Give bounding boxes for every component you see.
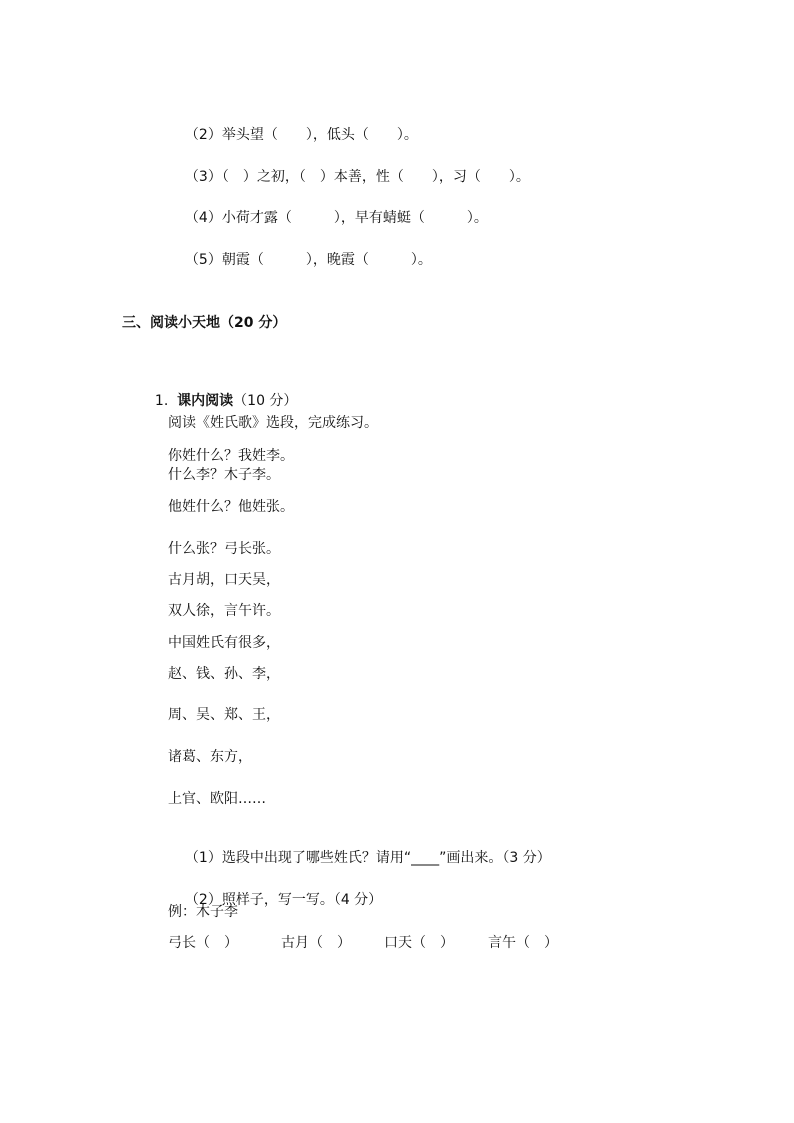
poem-line: 什么张？弓长张。 xyxy=(168,541,280,557)
item-text: （ ）之初，（ ）本善，性（ ），习（ ）。 xyxy=(221,169,530,185)
reading-score: （10 分） xyxy=(233,393,298,409)
item-text: 举头望（ ），低头（ ）。 xyxy=(221,127,418,143)
example-label: 例：木子李 xyxy=(168,904,238,920)
item-text: 小荷才露（ ），早有蜻蜓（ ）。 xyxy=(221,210,488,226)
question-number: （2） xyxy=(184,892,222,908)
question-text: 照样子，写一写。（4 分） xyxy=(221,892,383,908)
item-number: （4） xyxy=(184,210,222,226)
poem-line: 什么李？木子李。 xyxy=(168,467,280,483)
question-1 xyxy=(176,831,551,867)
question-text: 选段中出现了哪些姓氏？请用“____”画出来。（3 分） xyxy=(221,850,551,866)
question-number: （1） xyxy=(184,850,222,866)
example-item: 古月（ ） xyxy=(281,935,351,951)
example-item: 言午（ ） xyxy=(488,935,558,951)
poem-line: 诸葛、东方， xyxy=(168,749,252,765)
reading-instruction: 阅读《姓氏歌》选段，完成练习。 xyxy=(168,415,378,431)
item-number: （2） xyxy=(184,127,222,143)
reading-title: 课内阅读 xyxy=(177,393,234,409)
fill-blank-2 xyxy=(176,108,418,144)
fill-blank-5 xyxy=(176,233,432,269)
poem-line: 周、吴、郑、王， xyxy=(168,707,280,723)
poem-line: 你姓什么？我姓李。 xyxy=(168,448,294,464)
item-number: （3） xyxy=(184,169,222,185)
example-item: 弓长（ ） xyxy=(168,935,238,951)
poem-line: 中国姓氏有很多， xyxy=(168,635,280,651)
fill-blank-3 xyxy=(176,150,530,186)
item-text: 朝霞（ ），晚霞（ ）。 xyxy=(221,252,432,268)
poem-line: 上官、欧阳…… xyxy=(168,791,266,807)
poem-line: 赵、钱、孙、李， xyxy=(168,666,280,682)
item-number: （5） xyxy=(184,252,222,268)
section-heading: 三、阅读小天地（20 分） xyxy=(122,315,287,331)
poem-line: 他姓什么？他姓张。 xyxy=(168,499,294,515)
poem-line: 双人徐，言午许。 xyxy=(168,603,280,619)
poem-line: 古月胡，口天吴， xyxy=(168,572,280,588)
example-item: 口天（ ） xyxy=(384,935,454,951)
reading-number: 1. xyxy=(154,393,169,409)
reading-heading xyxy=(146,374,297,410)
fill-blank-4 xyxy=(176,191,488,227)
